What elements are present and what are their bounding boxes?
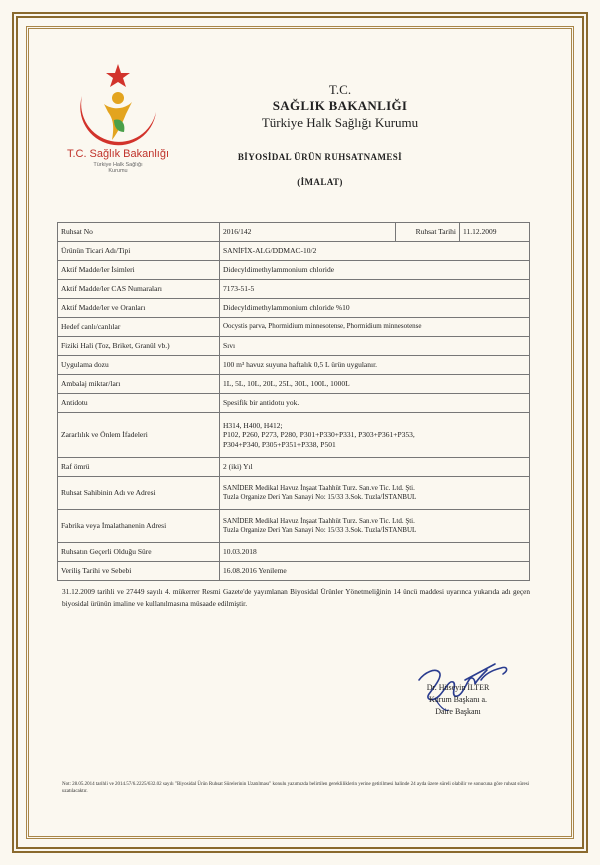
row-label: Fabrika veya İmalathanenin Adresi — [58, 510, 220, 543]
row-label: Ruhsatın Geçerli Olduğu Süre — [58, 543, 220, 562]
table-row — [58, 413, 530, 458]
row-value: 100 m³ havuz suyuna haftalık 0,5 L ürün uygulanır. — [220, 356, 530, 375]
row-value: 16.08.2016 Yenileme — [220, 562, 530, 581]
signer-department: Daire Başkanı — [435, 707, 481, 716]
row-label: Aktif Madde/ler İsimleri — [58, 261, 220, 280]
license-table — [57, 222, 530, 581]
row-value: 2016/142 — [220, 223, 396, 242]
header-tc: T.C. — [328, 82, 352, 97]
row-label: Veriliş Tarihi ve Sebebi — [58, 562, 220, 581]
row-label: Antidotu — [58, 394, 220, 413]
row-label: Fiziki Hali (Toz, Briket, Granül vb.) — [58, 337, 220, 356]
row-value: 7173-51-5 — [220, 280, 530, 299]
signer-title: Kurum Başkanı a. — [429, 695, 487, 704]
row-value: Spesifik bir antidotu yok. — [220, 394, 530, 413]
signer-name: Dr. Hüseyin İLTER — [426, 683, 490, 692]
table-row — [58, 562, 530, 581]
row-value: 10.03.2018 — [220, 543, 530, 562]
table-row — [58, 458, 530, 477]
row-value: Oocystis parva, Phormidium minnesotense, Phormidium minnesotense — [220, 318, 530, 337]
footnote: Not: 28.05.2014 tarihli ve 2014.57/6.2225/632.02 sayılı "Biyosidal Ürün Ruhsat Sürelerinin Uzatılması" konulu yazımızda belirtilen gerekliliklerin yerine getirilmesi halinde 24 ayda üzere süreli olabilir ve sonucuna göre ruhsat süresi uzatılacaktır. — [62, 782, 530, 794]
table-row — [58, 318, 530, 337]
row-label: Ruhsat No — [58, 223, 220, 242]
table-row — [58, 242, 530, 261]
table-row — [58, 299, 530, 318]
table-row — [58, 394, 530, 413]
row-label: Ruhsat Sahibinin Adı ve Adresi — [58, 477, 220, 510]
header-ministry: SAĞLIK BAKANLIĞI — [272, 98, 408, 113]
row-value: Didecyldimethylammonium chloride — [220, 261, 530, 280]
document-title: BİYOSİDAL ÜRÜN RUHSATNAMESİ — [237, 152, 403, 162]
row-value: Sıvı — [220, 337, 530, 356]
table-row — [58, 477, 530, 510]
document-subtitle: (İMALAT) — [297, 177, 343, 187]
row-label: Raf ömrü — [58, 458, 220, 477]
row-value: Didecyldimethylammonium chloride %10 — [220, 299, 530, 318]
row-label: Aktif Madde/ler ve Oranları — [58, 299, 220, 318]
table-row — [58, 510, 530, 543]
row-value: 2 (iki) Yıl — [220, 458, 530, 477]
row-label: Ruhsat Tarihi — [396, 223, 460, 242]
row-value: SANİFİX-ALG/DDMAC-10/2 — [220, 242, 530, 261]
table-row — [58, 356, 530, 375]
logo-subtext: Türkiye Halk Sağlığı Kurumu — [93, 162, 143, 174]
table-row — [58, 543, 530, 562]
row-value: SANİDER Medikal Havuz İnşaat Taahhüt Turz. San.ve Tic. Ltd. Şti. Tuzla Organize Deri Yan Sanayi No: 15/33 3.Sok. Tuzla/İSTANBUL — [220, 477, 530, 510]
row-label: Zararlılık ve Önlem İfadeleri — [58, 413, 220, 458]
header-institution: Türkiye Halk Sağlığı Kurumu — [261, 115, 419, 130]
row-value: 11.12.2009 — [460, 223, 530, 242]
signer-block — [398, 682, 518, 718]
table-row — [58, 375, 530, 394]
row-label: Uygulama dozu — [58, 356, 220, 375]
table-row — [58, 280, 530, 299]
approval-paragraph: 31.12.2009 tarihli ve 27449 sayılı 4. mükerrer Resmi Gazete'de yayımlanan Biyosidal Ürünler Yönetmeliğinin 14 üncü maddesi uyarınca yukarıda adı geçen biyosidal ürünün imaline ve kullanılmasına müsaade edilmiştir. — [62, 587, 530, 608]
row-value: H314, H400, H412; P102, P260, P273, P280, P301+P330+P331, P303+P361+P353, P304+P340, P305+P351+P338, P501 — [220, 413, 530, 458]
row-value: 1L, 5L, 10L, 20L, 25L, 30L, 100L, 1000L — [220, 375, 530, 394]
table-row — [58, 261, 530, 280]
logo-text: T.C. Sağlık Bakanlığı — [66, 148, 170, 160]
row-label: Ürünün Ticari Adı/Tipi — [58, 242, 220, 261]
row-label: Hedef canlı/canlılar — [58, 318, 220, 337]
table-row — [58, 223, 530, 242]
row-label: Aktif Madde/ler CAS Numaraları — [58, 280, 220, 299]
row-label: Ambalaj miktar/ları — [58, 375, 220, 394]
table-row — [58, 337, 530, 356]
row-value: SANİDER Medikal Havuz İnşaat Taahhüt Turz. San.ve Tic. Ltd. Şti. Tuzla Organize Deri Yan Sanayi No: 15/33 3.Sok. Tuzla/İSTANBUL — [220, 510, 530, 543]
